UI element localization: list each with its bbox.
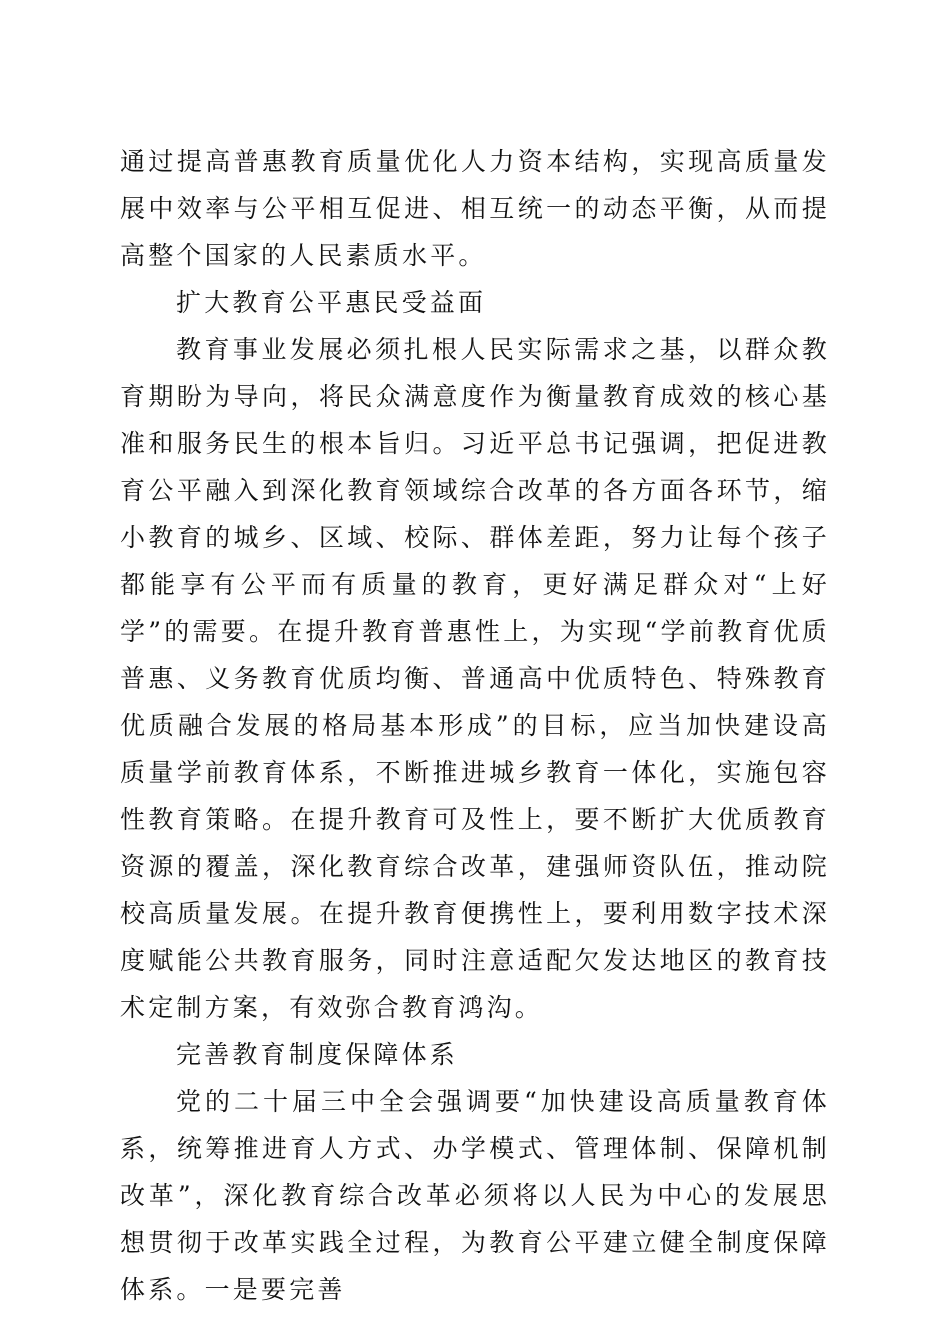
section-heading-expand-equity: 扩大教育公平惠民受益面: [176, 288, 487, 317]
document-body: [120, 138, 830, 1313]
section-heading-institutional-guarantee: 完善教育制度保障体系: [176, 1040, 459, 1069]
paragraph-institutional-guarantee: 党的二十届三中全会强调要“加快建设高质量教育体系，统筹推进育人方式、办学模式、管理体制、保障机制改革”，深化教育综合改革必须将以人民为中心的发展思想贯彻于改革实践全过程，为教育公平建立健全制度保障体系。一是要完善: [120, 1087, 830, 1304]
paragraph-continued: 通过提高普惠教育质量优化人力资本结构，实现高质量发展中效率与公平相互促进、相互统一的动态平衡，从而提高整个国家的人民素质水平。: [120, 147, 830, 270]
paragraph-expand-equity: 教育事业发展必须扎根人民实际需求之基，以群众教育期盼为导向，将民众满意度作为衡量教育成效的核心基准和服务民生的根本旨归。习近平总书记强调，把促进教育公平融入到深化教育领域综合改革的各方面各环节，缩小教育的城乡、区域、校际、群体差距，努力让每个孩子都能享有公平而有质量的教育，更好满足群众对“上好学”的需要。在提升教育普惠性上，为实现“学前教育优质普惠、义务教育优质均衡、普通高中优质特色、特殊教育优质融合发展的格局基本形成”的目标，应当加快建设高质量学前教育体系，不断推进城乡教育一体化，实施包容性教育策略。在提升教育可及性上，要不断扩大优质教育资源的覆盖，深化教育综合改革，建强师资队伍，推动院校高质量发展。在提升教育便携性上，要利用数字技术深度赋能公共教育服务，同时注意适配欠发达地区的教育技术定制方案，有效弥合教育鸿沟。: [120, 335, 830, 1022]
